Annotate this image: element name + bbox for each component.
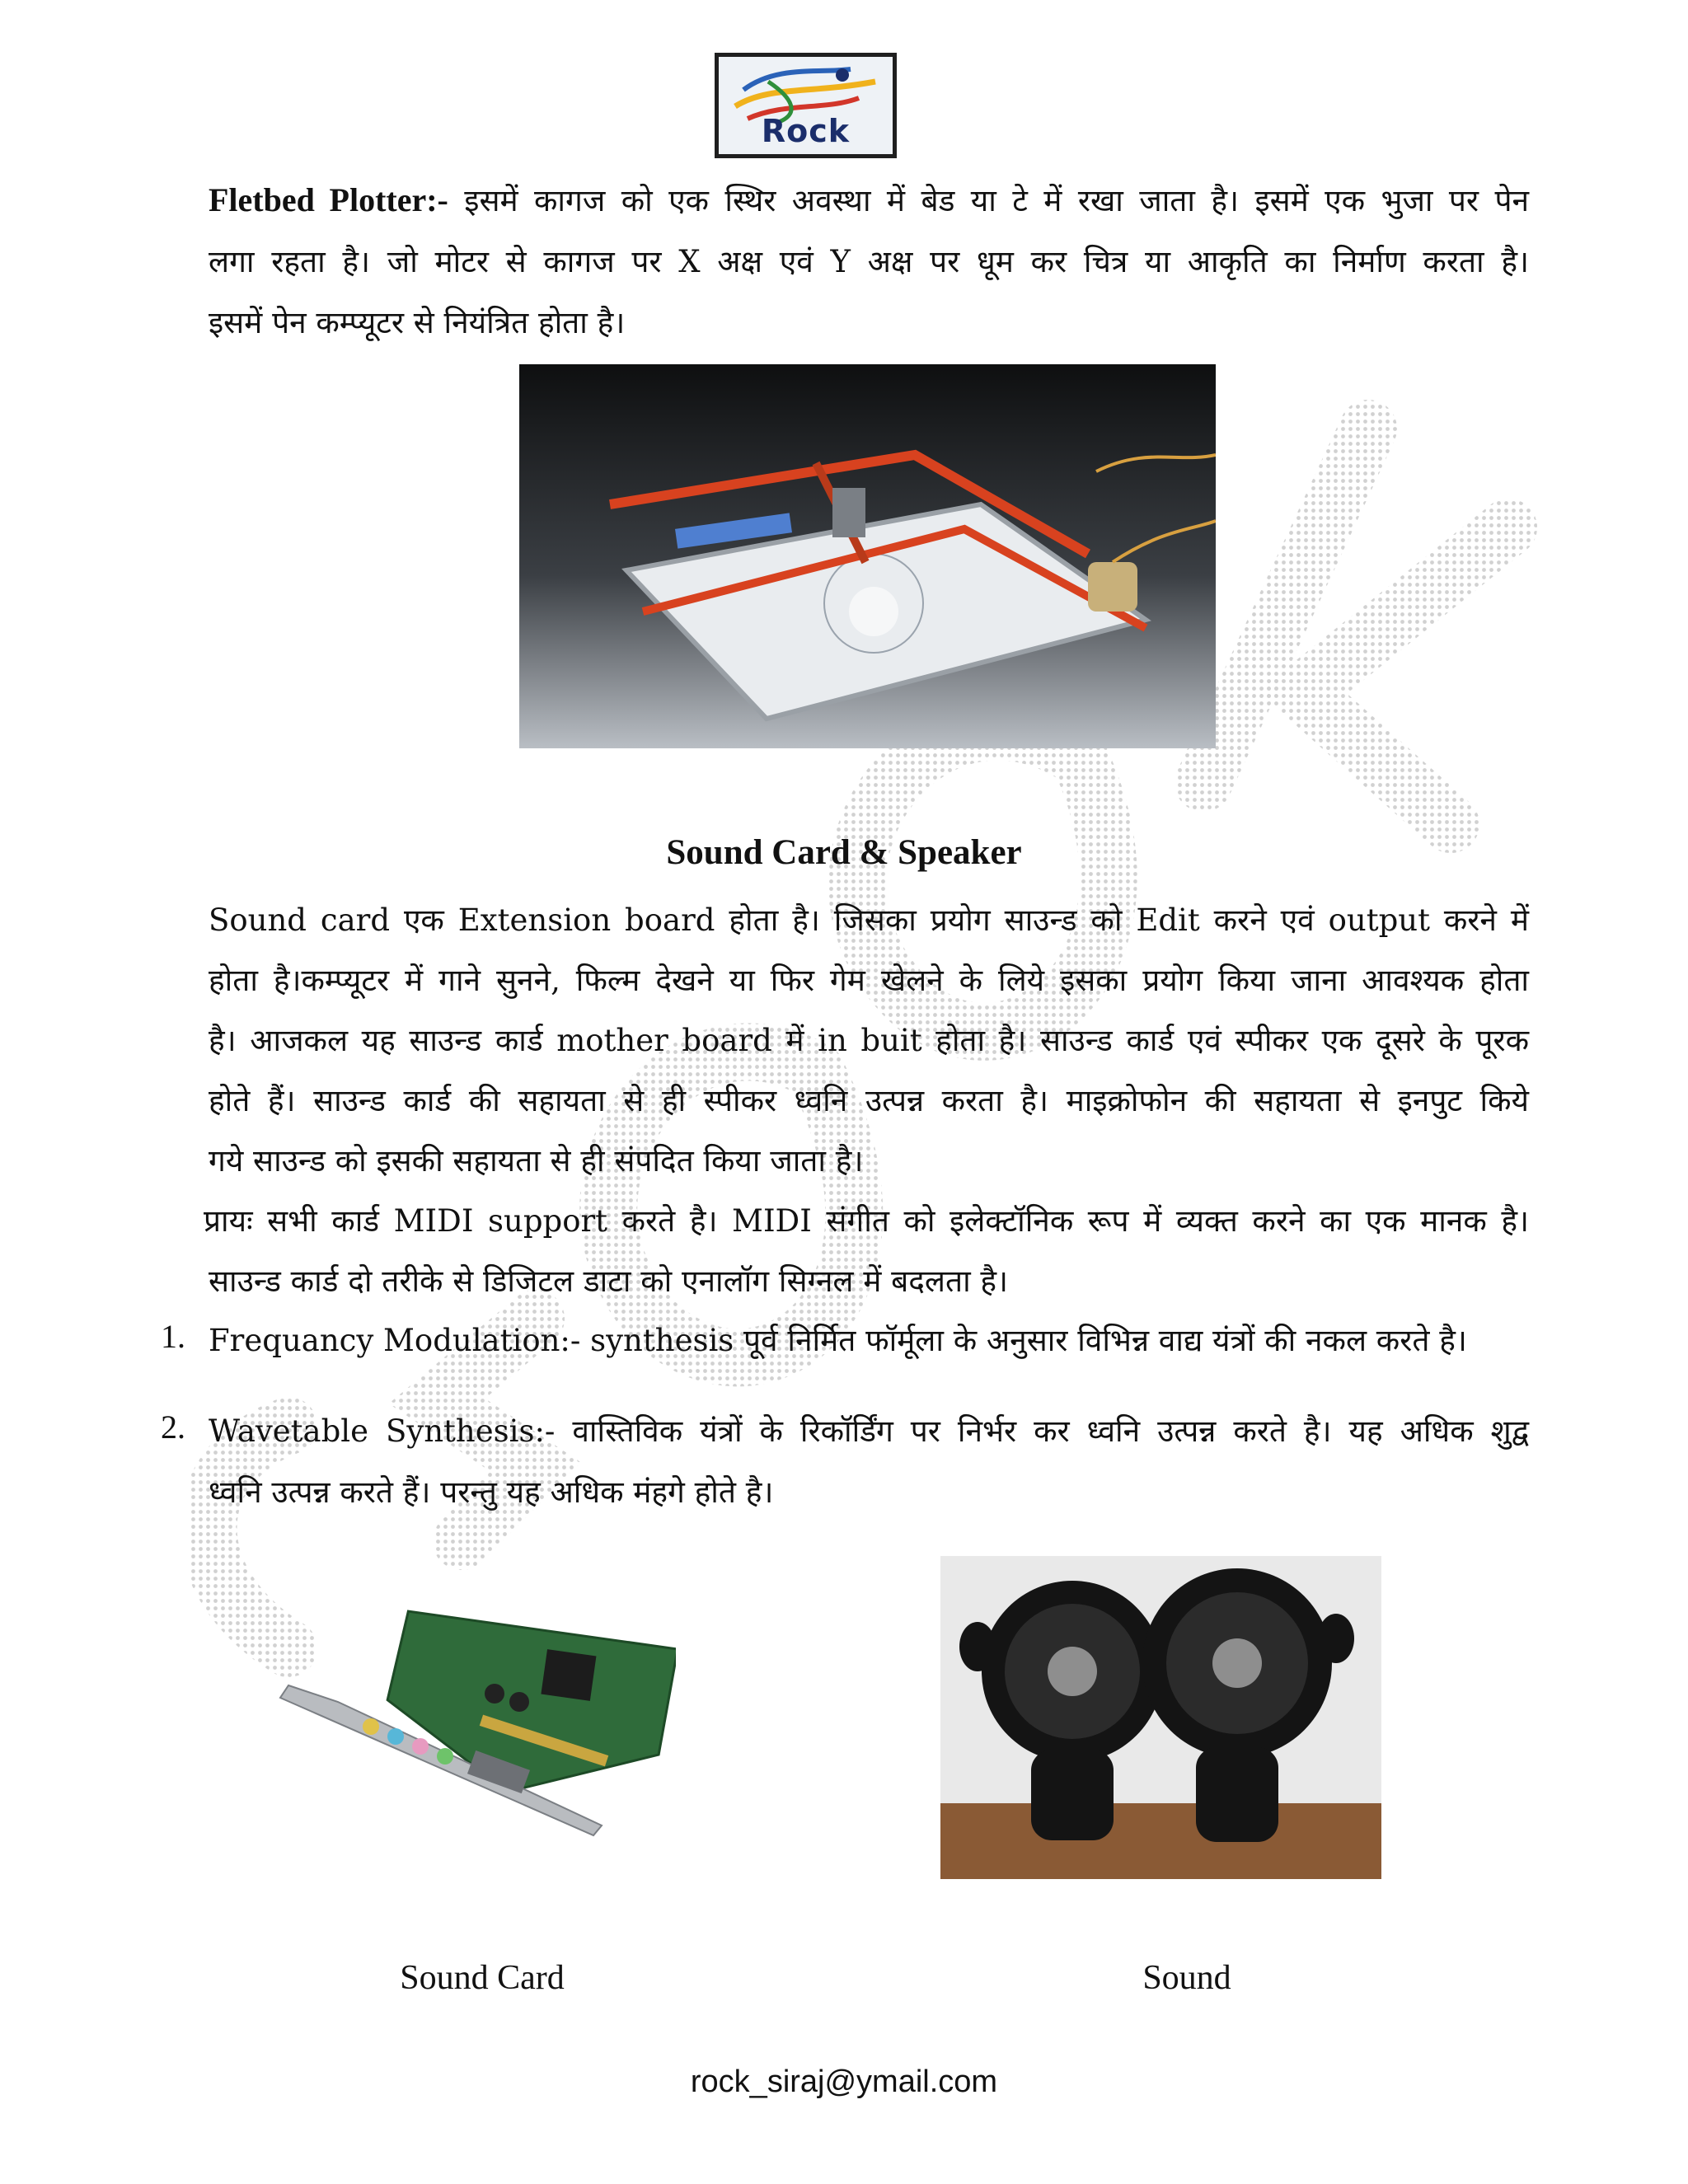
plotter-lead: Fletbed Plotter:- — [209, 181, 448, 218]
list-item-1 — [209, 1310, 1529, 1371]
sound-card-paragraph — [204, 890, 1529, 1311]
sound-line-6: प्रायः सभी कार्ड MIDI support करते है। MIDI संगीत को इलेक्टॉनिक रूप में व्यक्त करने का एक मानक है। — [204, 1203, 1529, 1239]
sound-line-1: Sound card एक Extension board होता है। जिसका प्रयोग साउन्ड को Edit करने एवं output करने में — [209, 902, 1529, 938]
list-item-1-text: Frequancy Modulation:- synthesis पूर्व निर्मित फॉर्मूला के अनुसार विभिन्न वाद्य यंत्रों की नकल करते है। — [209, 1323, 1467, 1358]
sound-line-3: है। आजकल यह साउन्ड कार्ड mother board में in buit होता है। साउन्ड कार्ड एवं स्पीकर एक दूसरे के पूरक — [209, 1023, 1529, 1058]
section-heading: Sound Card & Speaker — [666, 833, 1022, 872]
sound-line-5: गये साउन्ड को इसकी सहायता से ही संपदित किया जाता है। — [209, 1143, 864, 1179]
speaker-photo — [940, 1556, 1381, 1879]
sound-card-photo — [272, 1595, 676, 1842]
sound-line-7: साउन्ड कार्ड दो तरीके से डिजिटल डाटा को एनालॉग सिग्नल में बदलता है। — [209, 1263, 1009, 1299]
plotter-line-2: लगा रहता है। जो मोटर से कागज पर X अक्ष एवं Y अक्ष पर धूम कर चित्र या आकृति का निर्माण करता है। — [209, 244, 1529, 279]
list-item-2 — [209, 1401, 1529, 1523]
plotter-photo — [519, 364, 1216, 748]
sound-line-2: होता है।कम्प्यूटर में गाने सुनने, फिल्म देखने या फिर गेम खेलने के लिये इसका प्रयोग किया जाना आवश्यक होता — [209, 963, 1529, 998]
plotter-line-3: इसमें पेन कम्प्यूटर से नियंत्रित होता है। — [209, 305, 626, 340]
rock-logo — [715, 53, 897, 158]
caption-sound: Sound — [1142, 1959, 1231, 1997]
footer-email: rock_siraj@ymail.com — [690, 2064, 998, 2099]
plotter-paragraph — [209, 170, 1529, 354]
list-item-2-line-2: ध्वनि उत्पन्न करते हैं। परन्तु यह अधिक मंहगे होते है। — [209, 1474, 774, 1510]
logo-text: Rock — [761, 113, 851, 149]
sound-line-4: होते हैं। साउन्ड कार्ड की सहायता से ही स्पीकर ध्वनि उत्पन्न करता है। माइक्रोफोन की सहायता से इनपुट किये — [209, 1083, 1529, 1118]
caption-sound-card: Sound Card — [400, 1959, 565, 1997]
list-number-1: 1. — [161, 1318, 185, 1355]
list-number-2: 2. — [161, 1408, 185, 1446]
plotter-line-1: इसमें कागज को एक स्थिर अवस्था में बेड या टे में रखा जाता है। इसमें एक भुजा पर पेन — [464, 183, 1530, 218]
list-item-2-line-1: Wavetable Synthesis:- वास्तिविक यंत्रों के रिकॉर्डिंग पर निर्भर कर ध्वनि उत्पन्न करते है। यह अधिक शुद्व — [209, 1413, 1529, 1449]
